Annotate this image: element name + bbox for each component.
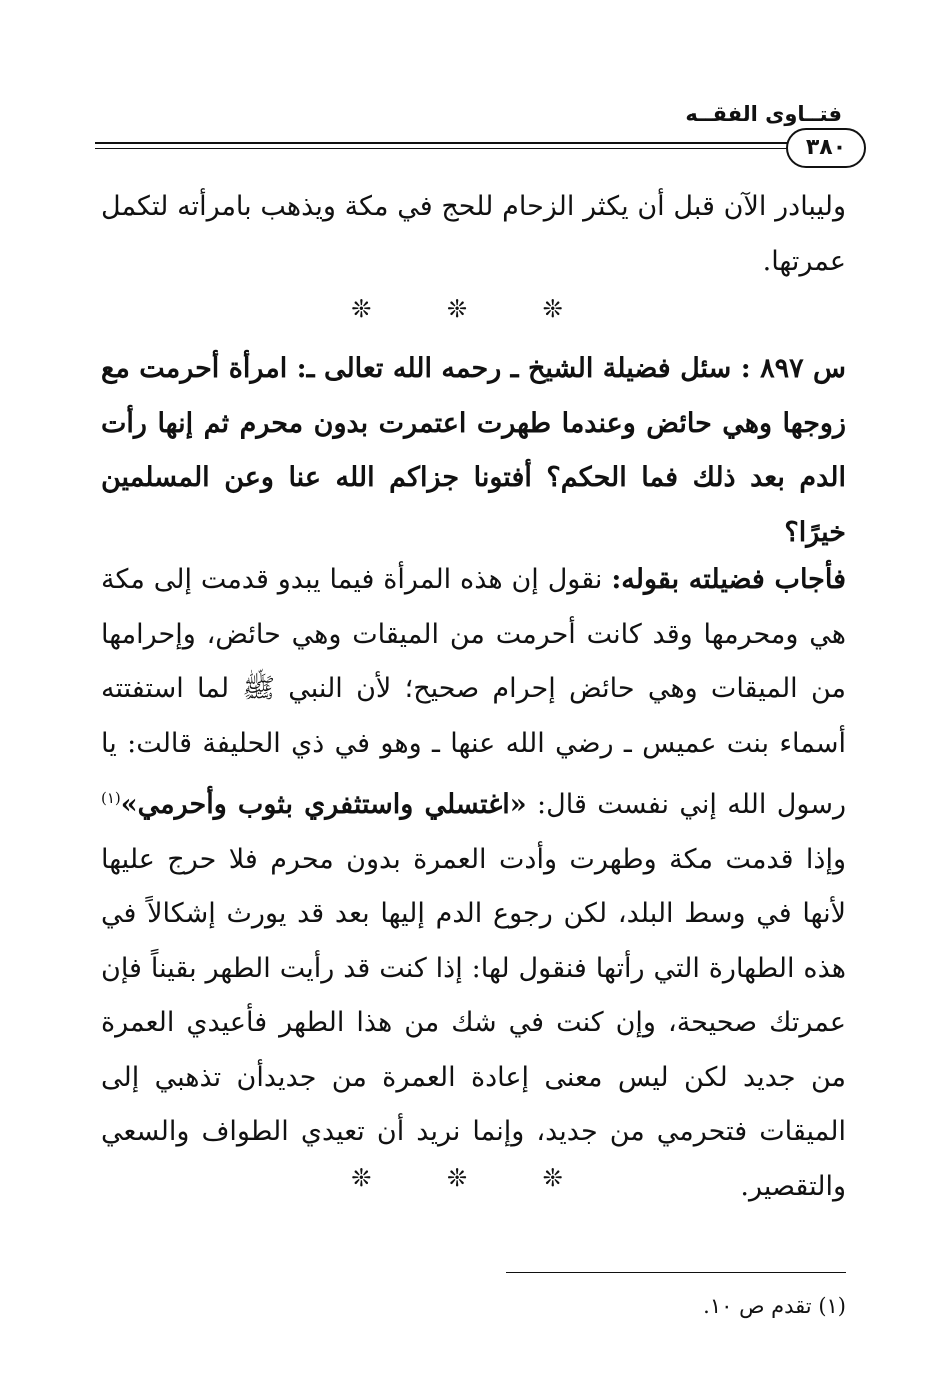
footnote-rule [506, 1272, 846, 1273]
footnote: (١) تقدم ص ١٠. [703, 1294, 846, 1318]
hadith-quote: «اغتسلي واستثفري بثوب وأحرمي» [120, 789, 527, 820]
running-title: فتــاوى الفقــه [685, 102, 842, 126]
section-separator-end: ❊ ❊ ❊ [351, 1164, 597, 1192]
section-separator: ❊ ❊ ❊ [351, 295, 597, 323]
page-number: ٣٨٠ [786, 128, 866, 168]
answer-lead: فأجاب فضيلته بقوله: [611, 564, 846, 595]
answer-text-part1: نقول إن هذه المرأة فيما يبدو قدمت إلى مكة هي ومحرمها وقد كانت أحرمت من الميقات وهي حائض، وإحرامها من الميقات وهي حائض إحرام صحيح؛ لأن النبي ﷺ لما استفتته أسماء بنت عميس ـ رضي الله عنها ـ وهو في ذي الحليفة قالت: يا رسول الله إني نفست قال: [101, 564, 846, 820]
intro-paragraph: وليبادر الآن قبل أن يكثر الزحام للحج في مكة ويذهب بامرأته لتكمل عمرتها. [101, 191, 846, 277]
answer-paragraph [101, 553, 846, 1214]
header-rule-thin [95, 148, 795, 149]
footnote-reference[interactable]: (١) [101, 789, 121, 807]
answer-text-part2: وإذا قدمت مكة وطهرت وأدت العمرة بدون محرم فلا حرج عليها لأنها في وسط البلد، لكن رجوع الدم إليها بعد قد يورث إشكالاً في هذه الطهارة التي رأتها فنقول لها: إذا كنت قد رأيت الطهر بقيناً فإن عمرتك صحيحة، وإن كنت في شك من هذا الطهر فأعيدي العمرة من جديد لكن ليس معنى إعادة العمرة من جديدأن تذهبي إلى الميقات فتحرمي من جديد، وإنما نريد أن تعيدي الطواف والسعي والتقصير. [101, 843, 846, 1202]
question-paragraph: س ٨٩٧ : سئل فضيلة الشيخ ـ رحمه الله تعالى ـ: امرأة أحرمت مع زوجها وهي حائض وعندما طهرت اعتمرت بدون محرم ثم إنها رأت الدم بعد ذلك فما الحكم؟ أفتونا جزاكم الله عنا وعن المسلمين خيرًا؟ [101, 353, 847, 548]
header-rule [95, 142, 795, 144]
